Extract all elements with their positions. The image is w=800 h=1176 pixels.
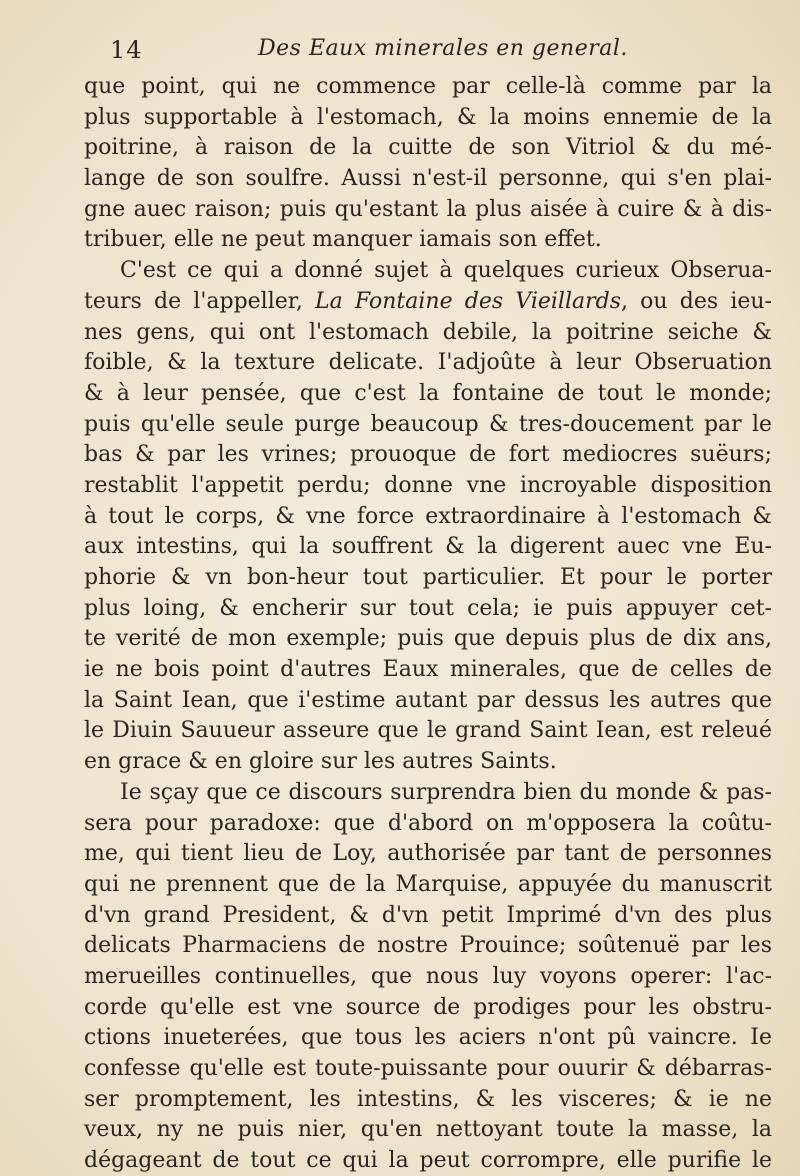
page-header: [110, 34, 760, 64]
text-line: restablit l'appetit perdu; donne vne incroyable disposition: [84, 472, 772, 498]
text-line: plus supportable à l'estomach, & la moins ennemie de la: [84, 104, 772, 130]
text-line: dégageant de tout ce qui la peut corrompre, elle purifie le: [84, 1148, 772, 1174]
text-line: me, qui tient lieu de Loy, authorisée par tant de personnes: [84, 841, 772, 867]
text-line: aux intestins, qui la souffrent & la digerent auec vne Eu-: [84, 534, 772, 560]
text-line: d'vn grand President, & d'vn petit Imprimé d'vn des plus: [84, 902, 772, 928]
text-line: C'est ce qui a donné sujet à quelques curieux Obserua-: [120, 258, 772, 284]
text-line: teurs de l'appeller, La Fontaine des Vieillards, ou des ieu-: [84, 288, 772, 314]
text-line: poitrine, à raison de la cuitte de son Vitriol & du mé-: [84, 135, 772, 161]
italic-title: La Fontaine des Vieillards: [315, 288, 621, 314]
text-line: lange de son soulfre. Aussi n'est-il personne, qui s'en plai-: [84, 166, 772, 192]
text-line: bas & par les vrines; prouoque de fort mediocres suëurs;: [84, 442, 772, 468]
text-line: sera pour paradoxe: que d'abord on m'opposera la coûtu-: [84, 810, 772, 836]
text-line: ctions inueterées, que tous les aciers n'ont pû vaincre. Ie: [84, 1025, 772, 1051]
running-title: Des Eaux minerales en general.: [258, 36, 628, 61]
text-line: nes gens, qui ont l'estomach debile, la poitrine seiche &: [84, 319, 772, 345]
text-line: en grace & en gloire sur les autres Saints.: [84, 749, 557, 775]
text-line: Ie sçay que ce discours surprendra bien du monde & pas-: [120, 779, 772, 805]
text-line: ie ne bois point d'autres Eaux minerales, que de celles de: [84, 657, 772, 683]
text-line: puis qu'elle seule purge beaucoup & tres-doucement par le: [84, 411, 772, 437]
text-line: merueilles continuelles, que nous luy voyons operer: l'ac-: [84, 963, 772, 989]
text-line: foible, & la texture delicate. I'adjoûte à leur Obseruation: [84, 350, 772, 376]
text-line: ser promptement, les intestins, & les visceres; & ie ne: [84, 1086, 772, 1112]
text-line: delicats Pharmaciens de nostre Prouince; soûtenuë par les: [84, 933, 772, 959]
text-line: qui ne prennent que de la Marquise, appuyée du manuscrit: [84, 871, 772, 897]
text-line: plus loing, & encherir sur tout cela; ie puis appuyer cet-: [84, 595, 772, 621]
text-line: confesse qu'elle est toute-puissante pour ouurir & débarras-: [84, 1056, 772, 1081]
text-line: que point, qui ne commence par celle-là comme par la: [84, 74, 772, 99]
page-number: 14: [110, 36, 143, 64]
text-line: le Diuin Sauueur asseure que le grand Saint Iean, est releué: [84, 718, 772, 744]
text-line: la Saint Iean, que i'estime autant par dessus les autres que: [84, 687, 772, 713]
text-line: tribuer, elle ne peut manquer iamais son effet.: [84, 227, 602, 253]
text-line: gne auec raison; puis qu'estant la plus aisée à cuire & à dis-: [84, 196, 772, 222]
body-text: [84, 72, 772, 1176]
text-line: à tout le corps, & vne force extraordinaire à l'estomach &: [84, 503, 772, 529]
text-line: te verité de mon exemple; puis que depuis plus de dix ans,: [84, 626, 772, 652]
text-line: veux, ny ne puis nier, qu'en nettoyant toute la masse, la: [84, 1117, 772, 1143]
text-line: & à leur pensée, que c'est la fontaine de tout le monde;: [84, 380, 772, 406]
text-line: corde qu'elle est vne source de prodiges pour les obstru-: [84, 994, 772, 1020]
text-line: phorie & vn bon-heur tout particulier. Et pour le porter: [84, 565, 772, 590]
